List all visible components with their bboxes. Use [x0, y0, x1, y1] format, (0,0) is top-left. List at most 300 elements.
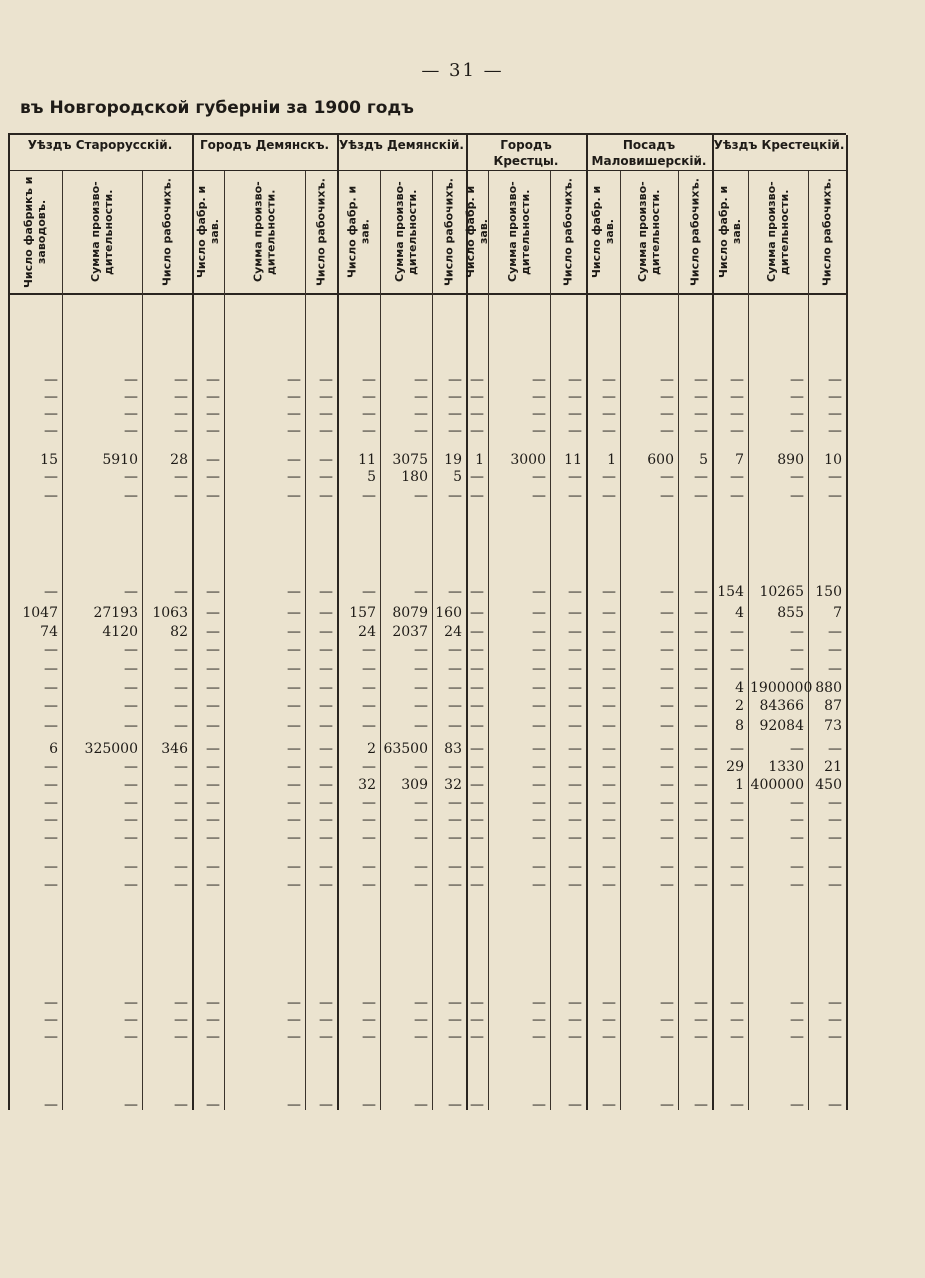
- table-cell: —: [790, 661, 804, 677]
- table-cell: 19: [444, 452, 462, 468]
- table-cell: 3000: [510, 452, 546, 468]
- table-cell: —: [602, 877, 616, 893]
- table-cell: —: [568, 642, 582, 658]
- table-cell: —: [790, 624, 804, 640]
- table-cell: —: [470, 680, 484, 696]
- table-cell: —: [694, 488, 708, 504]
- table-cell: —: [287, 1097, 301, 1113]
- table-cell: —: [206, 389, 220, 405]
- table-cell: —: [602, 995, 616, 1011]
- table-cell: —: [124, 642, 138, 658]
- table-cell: —: [124, 812, 138, 828]
- table-cell: —: [414, 759, 428, 775]
- table-cell: —: [568, 469, 582, 485]
- table-cell: —: [828, 812, 842, 828]
- table-cell: 8079: [392, 605, 428, 621]
- table-cell: —: [828, 859, 842, 875]
- table-cell: —: [287, 661, 301, 677]
- table-cell: —: [174, 680, 188, 696]
- table-cell: —: [568, 389, 582, 405]
- table-cell: —: [44, 795, 58, 811]
- table-cell: —: [206, 995, 220, 1011]
- table-cell: —: [362, 995, 376, 1011]
- table-cell: —: [828, 995, 842, 1011]
- table-cell: —: [694, 1012, 708, 1028]
- table-cell: —: [470, 624, 484, 640]
- table-cell: —: [414, 584, 428, 600]
- table-cell: —: [694, 777, 708, 793]
- table-cell: 325000: [84, 741, 138, 757]
- table-cell: —: [448, 859, 462, 875]
- column-rule: [488, 171, 489, 1110]
- table-cell: —: [568, 406, 582, 422]
- table-cell: —: [448, 1029, 462, 1045]
- table-cell: —: [790, 1097, 804, 1113]
- table-cell: —: [828, 830, 842, 846]
- table-cell: —: [660, 1012, 674, 1028]
- table-cell: —: [362, 372, 376, 388]
- table-cell: —: [828, 661, 842, 677]
- table-cell: —: [568, 830, 582, 846]
- column-rule: [305, 171, 306, 1110]
- table-cell: 63500: [383, 741, 428, 757]
- table-cell: —: [730, 389, 744, 405]
- table-cell: —: [602, 830, 616, 846]
- table-cell: —: [44, 1012, 58, 1028]
- table-cell: —: [828, 1097, 842, 1113]
- table-cell: —: [660, 584, 674, 600]
- table-cell: —: [568, 584, 582, 600]
- table-cell: —: [470, 469, 484, 485]
- table-cell: —: [414, 680, 428, 696]
- table-cell: —: [319, 452, 333, 468]
- table-cell: 855: [777, 605, 804, 621]
- table-cell: —: [730, 642, 744, 658]
- table-cell: —: [124, 718, 138, 734]
- table-cell: —: [532, 877, 546, 893]
- table-cell: —: [362, 1012, 376, 1028]
- table-cell: —: [602, 759, 616, 775]
- table-cell: —: [44, 406, 58, 422]
- table-cell: —: [470, 777, 484, 793]
- table-cell: —: [174, 995, 188, 1011]
- table-cell: —: [660, 877, 674, 893]
- table-cell: —: [790, 389, 804, 405]
- table-cell: —: [568, 423, 582, 439]
- table-cell: —: [660, 469, 674, 485]
- table-cell: 24: [444, 624, 462, 640]
- table-cell: —: [174, 423, 188, 439]
- table-cell: —: [568, 1029, 582, 1045]
- table-cell: —: [532, 389, 546, 405]
- table-cell: —: [319, 698, 333, 714]
- table-cell: —: [124, 759, 138, 775]
- table-cell: —: [568, 777, 582, 793]
- table-cell: —: [660, 741, 674, 757]
- table-cell: —: [790, 406, 804, 422]
- column-header: Число рабочихъ.: [561, 178, 575, 286]
- table-cell: 29: [726, 759, 744, 775]
- table-cell: —: [44, 777, 58, 793]
- column-header: Сумма произво-дительности.: [636, 181, 662, 283]
- table-cell: —: [414, 661, 428, 677]
- table-cell: —: [694, 423, 708, 439]
- table-cell: —: [568, 1012, 582, 1028]
- table-cell: —: [174, 830, 188, 846]
- table-cell: —: [790, 795, 804, 811]
- table-cell: —: [362, 680, 376, 696]
- table-cell: —: [174, 389, 188, 405]
- table-cell: —: [790, 877, 804, 893]
- table-cell: —: [602, 680, 616, 696]
- table-cell: —: [470, 1012, 484, 1028]
- table-cell: —: [448, 584, 462, 600]
- table-cell: —: [470, 859, 484, 875]
- table-cell: —: [287, 995, 301, 1011]
- table-cell: —: [174, 812, 188, 828]
- table-cell: —: [828, 1012, 842, 1028]
- table-cell: —: [828, 877, 842, 893]
- table-cell: —: [694, 759, 708, 775]
- table-cell: —: [44, 661, 58, 677]
- table-cell: —: [790, 995, 804, 1011]
- table-cell: —: [828, 642, 842, 658]
- table-cell: —: [730, 1012, 744, 1028]
- table-cell: —: [790, 488, 804, 504]
- table-cell: —: [206, 777, 220, 793]
- table-cell: —: [287, 389, 301, 405]
- table-cell: —: [568, 698, 582, 714]
- table-cell: —: [694, 642, 708, 658]
- table-cell: —: [790, 642, 804, 658]
- table-cell: —: [568, 718, 582, 734]
- table-cell: —: [828, 624, 842, 640]
- table-cell: —: [44, 389, 58, 405]
- table-cell: —: [660, 389, 674, 405]
- column-rule: [620, 171, 621, 1110]
- table-cell: —: [44, 584, 58, 600]
- table-cell: —: [532, 759, 546, 775]
- table-cell: 10265: [759, 584, 804, 600]
- table-cell: —: [414, 877, 428, 893]
- column-header: Сумма произво-дительности.: [89, 181, 115, 283]
- table-cell: —: [730, 795, 744, 811]
- table-cell: —: [660, 995, 674, 1011]
- table-cell: —: [319, 642, 333, 658]
- table-cell: —: [174, 1097, 188, 1113]
- table-cell: —: [730, 423, 744, 439]
- column-header: Число фабр. и зав.: [717, 185, 743, 279]
- table-cell: —: [470, 406, 484, 422]
- table-cell: —: [532, 812, 546, 828]
- table-cell: —: [660, 605, 674, 621]
- table-cell: —: [206, 718, 220, 734]
- table-cell: —: [568, 488, 582, 504]
- table-cell: —: [124, 661, 138, 677]
- table-cell: —: [568, 812, 582, 828]
- table-cell: —: [532, 995, 546, 1011]
- table-cell: —: [44, 642, 58, 658]
- table-cell: —: [532, 423, 546, 439]
- table-cell: —: [206, 584, 220, 600]
- table-cell: —: [568, 859, 582, 875]
- table-cell: —: [694, 698, 708, 714]
- table-cell: —: [470, 795, 484, 811]
- table-cell: 5: [699, 452, 708, 468]
- table-cell: —: [694, 406, 708, 422]
- column-rule: [380, 171, 381, 1110]
- column-rule: [62, 171, 63, 1110]
- table-cell: —: [568, 995, 582, 1011]
- column-rule: [808, 171, 809, 1110]
- table-cell: —: [287, 423, 301, 439]
- table-cell: —: [44, 423, 58, 439]
- table-cell: —: [532, 624, 546, 640]
- table-cell: —: [730, 859, 744, 875]
- table-cell: 4: [735, 605, 744, 621]
- table-cell: 84366: [759, 698, 804, 714]
- table-cell: —: [174, 1012, 188, 1028]
- table-cell: —: [694, 624, 708, 640]
- table-cell: —: [448, 389, 462, 405]
- table-cell: —: [362, 488, 376, 504]
- table-cell: —: [470, 1097, 484, 1113]
- table-cell: 5910: [102, 452, 138, 468]
- table-top-rule: [8, 133, 846, 135]
- table-cell: —: [730, 830, 744, 846]
- table-cell: —: [602, 741, 616, 757]
- table-cell: —: [174, 406, 188, 422]
- table-cell: —: [790, 423, 804, 439]
- column-header: Число фабрикъ и заводовъ.: [22, 176, 48, 288]
- table-cell: 11: [564, 452, 582, 468]
- table-cell: —: [660, 423, 674, 439]
- table-cell: —: [790, 1012, 804, 1028]
- table-cell: —: [730, 372, 744, 388]
- table-cell: —: [124, 859, 138, 875]
- table-cell: —: [414, 1029, 428, 1045]
- table-cell: —: [448, 759, 462, 775]
- table-cell: —: [694, 372, 708, 388]
- table-cell: —: [730, 661, 744, 677]
- table-cell: —: [470, 372, 484, 388]
- table-cell: —: [448, 1097, 462, 1113]
- table-cell: —: [470, 1029, 484, 1045]
- table-cell: —: [448, 372, 462, 388]
- table-cell: —: [319, 1012, 333, 1028]
- table-cell: —: [319, 605, 333, 621]
- table-cell: —: [602, 1029, 616, 1045]
- table-cell: —: [319, 661, 333, 677]
- table-cell: —: [828, 372, 842, 388]
- table-cell: —: [470, 423, 484, 439]
- table-cell: —: [660, 830, 674, 846]
- table-cell: —: [532, 661, 546, 677]
- table-cell: —: [287, 698, 301, 714]
- table-cell: —: [414, 423, 428, 439]
- table-cell: —: [319, 995, 333, 1011]
- table-cell: 4120: [102, 624, 138, 640]
- table-cell: 1: [475, 452, 484, 468]
- table-cell: —: [414, 488, 428, 504]
- table-cell: —: [694, 1029, 708, 1045]
- table-cell: 6: [49, 741, 58, 757]
- table-cell: —: [470, 759, 484, 775]
- table-cell: —: [828, 389, 842, 405]
- table-cell: —: [730, 469, 744, 485]
- table-cell: —: [568, 372, 582, 388]
- table-cell: —: [124, 1012, 138, 1028]
- table-cell: —: [448, 661, 462, 677]
- table-cell: 160: [435, 605, 462, 621]
- table-cell: —: [124, 584, 138, 600]
- table-cell: 83: [444, 741, 462, 757]
- table-cell: —: [448, 406, 462, 422]
- table-cell: —: [206, 830, 220, 846]
- group-header: Городъ Крестцы.: [493, 138, 559, 168]
- table-cell: —: [124, 877, 138, 893]
- column-header: Число рабочихъ.: [820, 178, 834, 286]
- column-header: Сумма произво-дительности.: [765, 181, 791, 283]
- table-cell: 5: [367, 469, 376, 485]
- table-cell: 157: [349, 605, 376, 621]
- table-cell: —: [470, 389, 484, 405]
- table-cell: —: [362, 423, 376, 439]
- table-cell: —: [660, 777, 674, 793]
- table-cell: —: [124, 389, 138, 405]
- table-cell: —: [206, 605, 220, 621]
- table-cell: —: [602, 698, 616, 714]
- table-cell: —: [124, 1029, 138, 1045]
- page-title: въ Новгородской губернiи за 1900 годъ: [20, 98, 414, 118]
- table-cell: —: [568, 661, 582, 677]
- table-cell: —: [287, 759, 301, 775]
- column-rule: [224, 171, 225, 1110]
- table-cell: —: [44, 698, 58, 714]
- table-cell: —: [414, 642, 428, 658]
- table-cell: —: [790, 859, 804, 875]
- table-cell: —: [730, 488, 744, 504]
- table-cell: —: [660, 680, 674, 696]
- table-cell: —: [694, 469, 708, 485]
- group-header: Уѣздъ Демянскiй.: [339, 138, 464, 152]
- table-cell: —: [287, 830, 301, 846]
- table-cell: —: [362, 795, 376, 811]
- table-cell: —: [532, 680, 546, 696]
- table-cell: —: [532, 488, 546, 504]
- table-cell: —: [319, 830, 333, 846]
- table-cell: —: [694, 859, 708, 875]
- table-cell: —: [602, 605, 616, 621]
- table-cell: 32: [444, 777, 462, 793]
- table-cell: —: [694, 741, 708, 757]
- table-cell: —: [602, 389, 616, 405]
- table-cell: —: [532, 642, 546, 658]
- table-cell: —: [694, 584, 708, 600]
- table-cell: —: [319, 389, 333, 405]
- table-cell: 890: [777, 452, 804, 468]
- table-cell: —: [694, 877, 708, 893]
- table-cell: —: [660, 795, 674, 811]
- table-cell: —: [602, 642, 616, 658]
- table-cell: —: [448, 812, 462, 828]
- table-cell: —: [790, 469, 804, 485]
- table-cell: —: [319, 624, 333, 640]
- table-cell: —: [448, 877, 462, 893]
- table-cell: 73: [824, 718, 842, 734]
- table-cell: —: [124, 680, 138, 696]
- table-cell: —: [362, 698, 376, 714]
- table-cell: —: [174, 642, 188, 658]
- table-cell: —: [448, 995, 462, 1011]
- table-cell: —: [362, 642, 376, 658]
- table-cell: —: [206, 759, 220, 775]
- table-cell: —: [362, 584, 376, 600]
- table-cell: —: [206, 488, 220, 504]
- table-cell: 15: [40, 452, 58, 468]
- table-cell: —: [532, 1029, 546, 1045]
- table-cell: —: [532, 1097, 546, 1113]
- table-cell: —: [568, 877, 582, 893]
- table-cell: —: [44, 877, 58, 893]
- table-cell: —: [206, 642, 220, 658]
- table-cell: —: [448, 680, 462, 696]
- table-cell: —: [790, 372, 804, 388]
- table-cell: —: [206, 1012, 220, 1028]
- table-cell: —: [414, 718, 428, 734]
- table-cell: —: [362, 877, 376, 893]
- column-rule: [432, 171, 433, 1110]
- table-cell: —: [319, 859, 333, 875]
- table-cell: —: [602, 661, 616, 677]
- table-cell: 8: [735, 718, 744, 734]
- column-header: Число фабр. и зав.: [590, 185, 616, 279]
- table-cell: —: [319, 1097, 333, 1113]
- table-cell: —: [287, 372, 301, 388]
- table-cell: —: [287, 406, 301, 422]
- table-cell: 2037: [392, 624, 428, 640]
- table-cell: —: [694, 718, 708, 734]
- table-cell: 5: [453, 469, 462, 485]
- table-cell: —: [660, 812, 674, 828]
- table-cell: —: [694, 995, 708, 1011]
- table-cell: —: [828, 406, 842, 422]
- table-cell: —: [660, 406, 674, 422]
- table-cell: —: [362, 830, 376, 846]
- table-cell: 7: [735, 452, 744, 468]
- table-cell: —: [287, 1029, 301, 1045]
- table-cell: —: [414, 995, 428, 1011]
- table-cell: —: [206, 859, 220, 875]
- column-rule: [748, 171, 749, 1110]
- table-cell: —: [602, 812, 616, 828]
- group-header: Городъ Демянскъ.: [199, 138, 330, 152]
- table-cell: 24: [358, 624, 376, 640]
- table-cell: —: [319, 584, 333, 600]
- table-cell: —: [44, 718, 58, 734]
- table-cell: —: [287, 741, 301, 757]
- table-cell: —: [730, 624, 744, 640]
- table-cell: —: [602, 777, 616, 793]
- table-cell: —: [319, 741, 333, 757]
- header-bottom-rule: [8, 293, 846, 295]
- column-header: Сумма произво-дительности.: [393, 181, 419, 283]
- table-cell: —: [124, 406, 138, 422]
- table-cell: —: [319, 406, 333, 422]
- table-cell: —: [362, 859, 376, 875]
- table-cell: —: [532, 372, 546, 388]
- table-cell: 32: [358, 777, 376, 793]
